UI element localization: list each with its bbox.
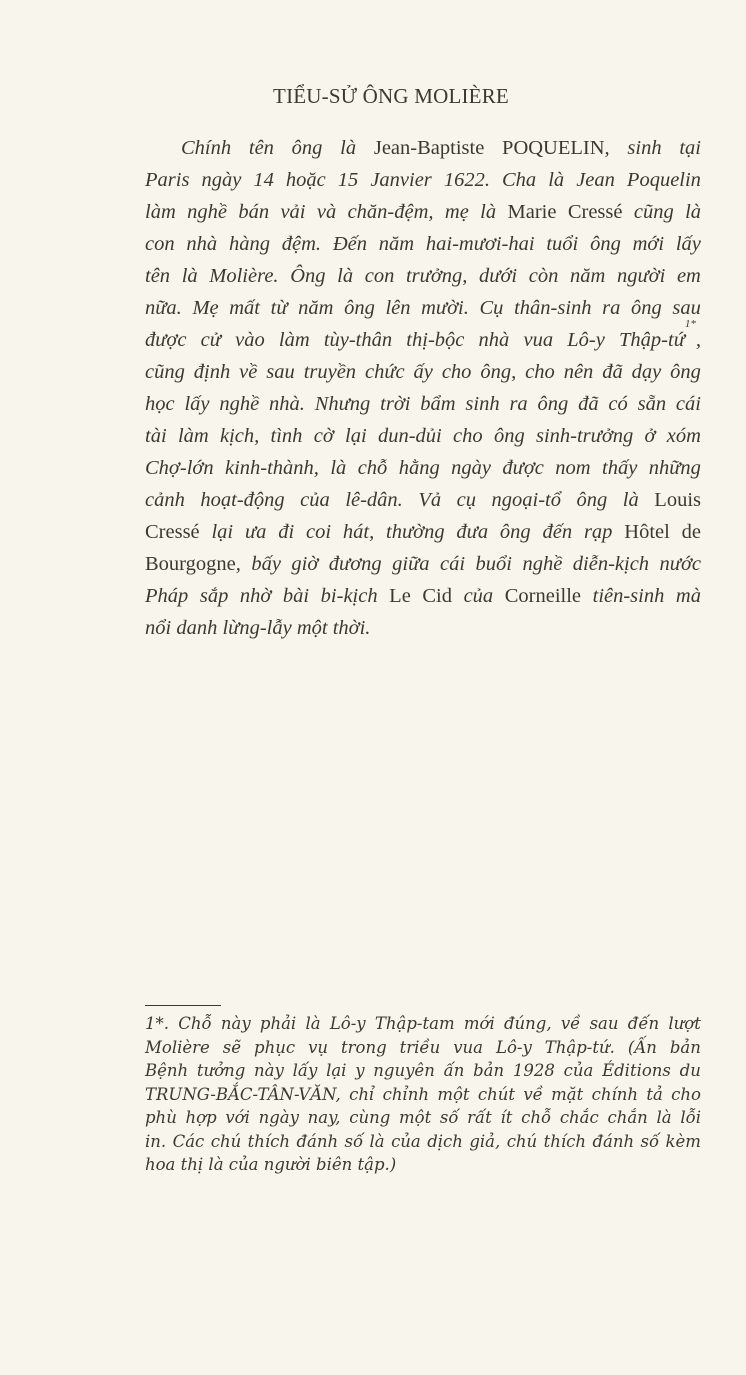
word: năm	[570, 265, 606, 287]
word: đánh	[296, 1131, 339, 1151]
word: Thập-tứ.	[544, 1037, 615, 1057]
word: sẵn	[637, 393, 667, 415]
text-segment: tiên-sinh mà	[581, 585, 701, 607]
word: nghề	[219, 393, 260, 415]
word: nữa.	[145, 297, 182, 319]
word: cho	[525, 361, 555, 383]
word: có	[608, 393, 628, 415]
text-line	[145, 292, 701, 324]
footnote-line	[145, 1059, 701, 1083]
footnote-line	[145, 1083, 701, 1107]
text-line	[145, 228, 701, 260]
word: dạy	[631, 361, 662, 383]
word: một	[398, 1108, 432, 1127]
word: 1622.	[443, 169, 490, 191]
word: nhà	[186, 233, 218, 255]
word: Poquelin	[626, 169, 701, 191]
word: số	[640, 1131, 660, 1151]
word: nom	[555, 457, 591, 479]
text-segment: cảnh hoạt-động của lê-dân. Vả cụ ngoại-tổ ông là	[145, 489, 655, 511]
word: là	[330, 457, 347, 479]
word: Cha	[501, 169, 537, 191]
text-segment: Louis	[654, 489, 701, 511]
word: từ	[270, 297, 288, 319]
word: bản	[473, 1061, 505, 1080]
word: này	[220, 1014, 251, 1033]
word: 14	[253, 169, 274, 191]
word: Nhưng	[314, 393, 371, 415]
word: vụ	[308, 1037, 329, 1057]
word: trưởng,	[405, 265, 468, 287]
word: chú	[210, 1131, 242, 1151]
word: tài	[145, 425, 167, 447]
word: ngày	[201, 169, 242, 191]
word: những	[648, 457, 701, 479]
word: tuổi	[546, 233, 579, 255]
page-title: TIỂU-SỬ ÔNG MOLIÈRE	[273, 84, 509, 108]
word: Ông	[290, 265, 326, 287]
text-line	[145, 452, 701, 484]
text-line	[145, 516, 701, 548]
word: y	[355, 1061, 365, 1080]
word: nay,	[307, 1108, 341, 1127]
word: Đến	[332, 233, 367, 255]
word: ấy	[413, 361, 433, 383]
text-segment: Marie Cressé	[507, 201, 623, 223]
word: là	[369, 1131, 385, 1151]
word: ấn	[443, 1061, 465, 1080]
word: đã	[578, 393, 599, 415]
word: định	[193, 361, 231, 383]
word: ra	[509, 393, 528, 415]
text-line	[145, 164, 701, 196]
word: Mẹ	[192, 297, 219, 319]
word: chức	[364, 361, 405, 383]
word: ông	[537, 393, 569, 415]
word: in.	[145, 1131, 167, 1151]
word: số	[344, 1131, 364, 1151]
word: Bệnh	[145, 1061, 189, 1080]
word: lấy	[184, 393, 210, 415]
word: cho	[453, 425, 483, 447]
word: sau	[589, 1014, 619, 1033]
word: cho	[441, 361, 472, 383]
word: hằng	[398, 457, 440, 479]
word: chắc	[559, 1108, 599, 1127]
word: nên	[563, 361, 594, 383]
text-segment: , sinh tại	[604, 137, 701, 159]
word: của	[391, 1131, 421, 1151]
word: xóm	[666, 425, 701, 447]
word: đệm.	[281, 233, 322, 255]
word: hàng	[228, 233, 270, 255]
word: cho	[671, 1084, 701, 1104]
footnote-reference: 1*	[684, 318, 696, 330]
word: kèm	[665, 1131, 701, 1151]
footnote-divider	[145, 1005, 221, 1006]
text-segment: Cressé	[145, 521, 200, 543]
word: người	[616, 265, 666, 287]
word: 1*.	[145, 1014, 169, 1033]
word: dịch	[427, 1131, 463, 1151]
word: TRUNG-BẮC-TÂN-VĂN,	[145, 1084, 341, 1104]
word: là	[337, 265, 354, 287]
word: phục	[254, 1037, 296, 1057]
word: lượt	[668, 1014, 701, 1033]
word: rất	[467, 1108, 492, 1127]
word: được	[502, 457, 544, 479]
word: tả	[646, 1084, 663, 1104]
footnote-line	[145, 1012, 701, 1036]
word: ngày	[258, 1108, 299, 1127]
text-segment: Jean-Baptiste POQUELIN	[373, 137, 605, 159]
word: của	[563, 1061, 594, 1080]
word: lại	[345, 425, 367, 447]
word: học	[145, 393, 175, 415]
text-line	[145, 484, 701, 516]
word: cái	[675, 393, 701, 415]
text-line	[145, 612, 701, 644]
word: chỉnh	[382, 1084, 429, 1104]
word: trong	[341, 1037, 387, 1057]
word: năm	[298, 297, 334, 319]
text-segment: nổi danh lừng-lẫy một thời.	[145, 617, 371, 639]
word: một	[437, 1084, 470, 1104]
word: Các	[172, 1131, 205, 1151]
word: Jean	[576, 169, 615, 191]
footnote	[145, 1012, 701, 1177]
word: mất	[229, 297, 260, 319]
word: ra	[602, 297, 621, 319]
word: thấy	[602, 457, 638, 479]
word: ông	[670, 361, 701, 383]
word: ông	[493, 425, 525, 447]
word: thích	[247, 1131, 291, 1151]
text-segment: làm nghề bán vải và chăn-đệm, mẹ là	[145, 201, 508, 223]
word: ở	[644, 425, 656, 447]
word: với	[225, 1108, 250, 1127]
text-segment: lại ưa đi coi hát, thường đưa ông đến rạp	[199, 521, 625, 543]
word: sinh-trưởng	[535, 425, 634, 447]
text-line	[145, 260, 701, 292]
word: 1928	[512, 1061, 555, 1080]
text-segment: ,	[695, 329, 701, 351]
word: mới	[463, 1014, 495, 1033]
text-line	[145, 388, 701, 420]
word: Molière	[145, 1037, 210, 1057]
word: Lô-y	[329, 1014, 366, 1033]
text-segment: của	[452, 585, 505, 607]
word: nhà.	[269, 393, 305, 415]
text-segment: Corneille	[504, 585, 582, 607]
word: hai-mươi-hai	[425, 233, 535, 255]
word: đúng,	[503, 1014, 552, 1033]
word: mới	[632, 233, 665, 255]
text-segment: được cử vào làm tùy-thân thị-bộc nhà vua Lô-y Thập-tứ	[145, 329, 685, 351]
word: về	[560, 1014, 581, 1033]
word: mặt	[551, 1084, 584, 1104]
text-segment: Le Cid	[389, 585, 452, 607]
word: sau	[266, 361, 295, 383]
word: tên	[145, 265, 171, 287]
word: số	[439, 1108, 459, 1127]
word: sẽ	[222, 1037, 242, 1057]
word: cờ	[313, 425, 334, 447]
word: chút	[477, 1084, 515, 1104]
word: con	[364, 265, 395, 287]
text-segment: Hôtel de	[624, 521, 701, 543]
word: chỉ	[349, 1084, 375, 1104]
word: là	[656, 1108, 672, 1127]
word: Janvier	[370, 169, 432, 191]
word: em	[676, 265, 701, 287]
word: triều	[399, 1037, 441, 1057]
text-line	[145, 356, 701, 388]
text-line	[145, 420, 701, 452]
word: ít	[500, 1108, 513, 1127]
word: Molière.	[209, 265, 279, 287]
word: còn	[528, 265, 559, 287]
text-line	[145, 548, 701, 580]
word: bản	[669, 1037, 701, 1057]
word: Cụ	[479, 297, 504, 319]
word: lấy	[675, 233, 701, 255]
text-segment: Chính tên ông là	[181, 137, 374, 159]
footnote-line	[145, 1153, 701, 1177]
word: đến	[627, 1014, 660, 1033]
word: lỗi	[680, 1108, 701, 1127]
word: mười.	[421, 297, 469, 319]
word: nguyên	[373, 1061, 435, 1080]
word: chính	[591, 1084, 638, 1104]
footnote-line	[145, 1106, 701, 1130]
text-segment: Bourgogne	[145, 553, 236, 575]
word: về	[239, 361, 258, 383]
word: vua	[453, 1037, 483, 1057]
word: Chỗ	[178, 1014, 212, 1033]
word: phù	[145, 1108, 177, 1127]
word: Thập-tam	[374, 1014, 455, 1033]
word: du	[679, 1061, 701, 1080]
word: (Ấn	[627, 1037, 657, 1057]
word: cũng	[145, 361, 185, 383]
text-line	[145, 318, 701, 356]
word: Éditions	[602, 1061, 671, 1080]
word: ngày	[451, 457, 491, 479]
word: kinh-thành,	[224, 457, 319, 479]
word: năm	[378, 233, 415, 255]
word: là	[305, 1014, 321, 1033]
word: chỗ	[357, 457, 388, 479]
word: ông	[344, 297, 375, 319]
text-line	[145, 132, 701, 164]
word: sinh	[465, 393, 500, 415]
word: tưởng	[196, 1061, 246, 1080]
word: 15	[337, 169, 359, 191]
word: con	[145, 233, 175, 255]
word: tình	[270, 425, 303, 447]
word: ông	[631, 297, 662, 319]
word: kịch,	[219, 425, 260, 447]
word: chú	[506, 1131, 538, 1151]
footnote-line	[145, 1130, 701, 1154]
word: làm	[177, 425, 209, 447]
word: là	[181, 265, 198, 287]
text-segment: Pháp sắp nhờ bài bi-kịch	[145, 585, 390, 607]
word: này	[254, 1061, 284, 1080]
word: bẩm	[420, 393, 456, 415]
word: đã	[602, 361, 623, 383]
word: chắn	[607, 1108, 648, 1127]
word: là	[548, 169, 565, 191]
word: cùng	[349, 1108, 391, 1127]
text-segment: , bấy giờ đương giữa cái buổi nghề diễn-kịch nước	[235, 553, 701, 575]
word: về	[523, 1084, 543, 1104]
word: Lô-y	[495, 1037, 532, 1057]
word: Chợ-lớn	[145, 457, 214, 479]
word: lấy	[292, 1061, 318, 1080]
word: truyền	[303, 361, 357, 383]
word: lên	[385, 297, 411, 319]
word: giả,	[469, 1131, 501, 1151]
footnote-line	[145, 1036, 701, 1060]
text-line	[145, 580, 701, 612]
word: hoặc	[285, 169, 326, 191]
text-line	[145, 196, 701, 228]
word: ông	[590, 233, 621, 255]
word: trời	[380, 393, 411, 415]
word: ông,	[480, 361, 517, 383]
word: thích	[543, 1131, 587, 1151]
word: lại	[326, 1061, 347, 1080]
text-segment: cũng là	[622, 201, 702, 223]
word: đánh	[592, 1131, 635, 1151]
footnote-text: hoa thị là của người biên tập.)	[145, 1155, 397, 1174]
word: phải	[259, 1014, 297, 1033]
word: dưới	[479, 265, 518, 287]
word: dun-dủi	[377, 425, 442, 447]
word: sau	[672, 297, 701, 319]
word: Paris	[145, 169, 190, 191]
word: thân-sinh	[514, 297, 592, 319]
word: hợp	[185, 1108, 217, 1127]
word: chỗ	[521, 1108, 552, 1127]
biography-paragraph	[145, 132, 701, 644]
